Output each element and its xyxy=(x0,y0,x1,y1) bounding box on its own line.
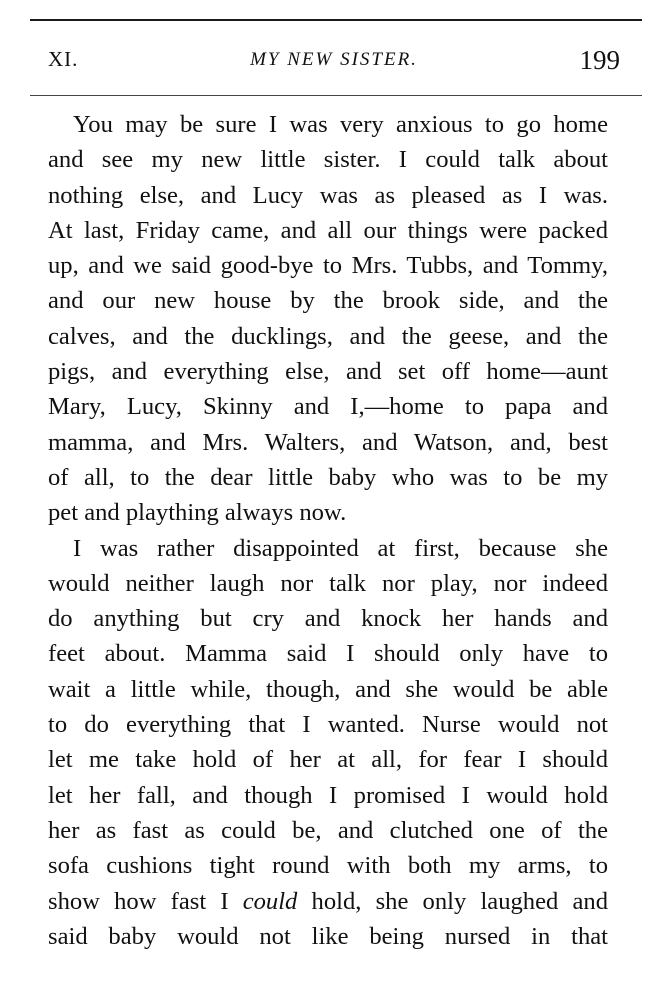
chapter-number: XI. xyxy=(48,47,79,71)
text-line: let me take hold of her at all, for fear I should xyxy=(48,746,608,774)
text-line: mamma, and Mrs. Walters, and Watson, and, best xyxy=(48,428,608,456)
text-line: pigs, and everything else, and set off home—aunt xyxy=(48,358,608,386)
text-line: pet and plaything always now. xyxy=(48,499,347,527)
text-line: to do everything that I wanted. Nurse would not xyxy=(48,711,608,739)
text-line: calves, and the ducklings, and the geese, and the xyxy=(48,322,608,350)
text-line: of all, to the dear little baby who was to be my xyxy=(48,463,608,491)
text-line: sofa cushions tight round with both my arms, to xyxy=(48,852,608,880)
text-line: and see my new little sister. I could talk about xyxy=(48,146,608,174)
italic-word: could xyxy=(242,887,298,915)
page-number: 199 xyxy=(579,45,620,75)
running-title: MY NEW SISTER. xyxy=(250,49,418,70)
header-rule xyxy=(30,95,642,96)
text-line: up, and we said good-bye to Mrs. Tubbs, and Tommy, xyxy=(48,252,608,280)
text-line: do anything but cry and knock her hands and xyxy=(48,605,608,633)
running-head xyxy=(48,47,620,79)
text-line: At last, Friday came, and all our things were packed xyxy=(48,216,608,244)
body-text xyxy=(48,107,608,954)
text-line: and our new house by the brook side, and the xyxy=(48,287,608,315)
text-run: show how fast I xyxy=(48,887,243,915)
text-line: Mary, Lucy, Skinny and I,—home to papa and xyxy=(48,393,608,421)
text-line: feet about. Mamma said I should only have to xyxy=(48,640,608,668)
paragraph xyxy=(48,107,608,531)
text-line: I was rather disappointed at first, because she xyxy=(73,534,608,562)
top-rule xyxy=(30,19,642,21)
text-line: You may be sure I was very anxious to go home xyxy=(73,111,608,138)
text-line: her as fast as could be, and clutched one of the xyxy=(48,816,608,844)
paragraph xyxy=(48,531,608,955)
text-line: would neither laugh nor talk nor play, nor indeed xyxy=(48,569,608,597)
text-line: wait a little while, though, and she would be able xyxy=(48,675,608,703)
text-line: nothing else, and Lucy was as pleased as I was. xyxy=(48,181,608,209)
text-line: said baby would not like being nursed in that xyxy=(48,922,608,950)
text-line: let her fall, and though I promised I would hold xyxy=(48,781,608,809)
text-run: hold, she only laughed and xyxy=(297,887,609,915)
text-line-with-italic xyxy=(48,884,608,919)
